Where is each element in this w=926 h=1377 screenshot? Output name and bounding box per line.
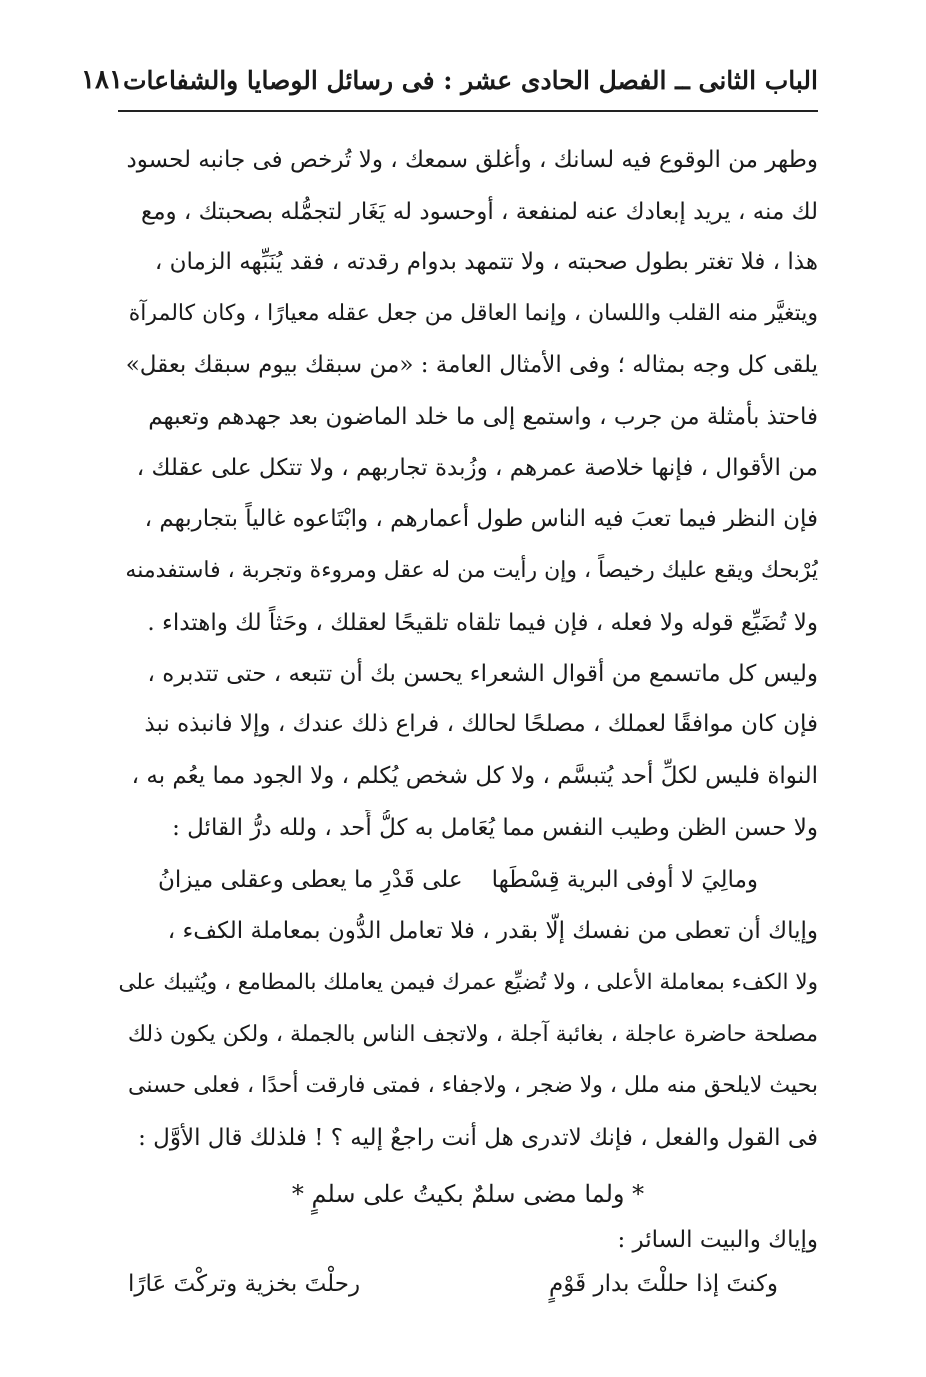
verse-1-second-hemistich: على قَدْرِ ما يعطى وعقلى ميزانُ bbox=[158, 867, 463, 893]
text-line-18: بحيث لايلحق منه ملل ، ولا ضجر ، ولاجفاء ، فمتى فارقت أحدًا ، فعلى حسنى bbox=[128, 1073, 818, 1098]
text-line-14: ولا حسن الظن وطيب النفس مما يُعَامل به كلُّ أَحد ، ولله درُّ القائل : bbox=[172, 815, 818, 841]
text-line-4: ويتغيَّر منه القلب واللسان ، وإنما العاقل من جعل عقله معيارًا ، وكان كالمرآة bbox=[128, 301, 818, 326]
text-line-17: مصلحة حاضرة عاجلة ، بغائبة آجلة ، ولاتجف الناس بالجملة ، ولكن يكون ذلك bbox=[127, 1022, 818, 1047]
running-header bbox=[81, 58, 818, 102]
text-line-2: لك منه ، يريد إبعادك عنه لمنفعة ، أوحسود له يَغَار لتجمُّله بصحبتك ، ومع bbox=[140, 199, 818, 225]
verse-3-second-hemistich: رحلْتَ بخزية وتركْتَ عَارًا bbox=[128, 1271, 361, 1297]
text-line-12: فإن كان موافقًا لعملك ، مصلحًا لحالك ، فراع ذلك عندك ، وإلا فانبذه نبذ bbox=[144, 711, 818, 737]
poetry-verse-1 bbox=[118, 862, 818, 898]
chapter-title: الباب الثانى ــ الفصل الحادى عشر : فى رسائل الوصايا والشفاعات bbox=[122, 65, 818, 95]
poetry-verse-3 bbox=[118, 1266, 818, 1302]
text-line-3: هذا ، فلا تغتر بطول صحبته ، ولا تتمهد بدوام رقدته ، فقد يُنَبِّهه الزمان ، bbox=[154, 249, 818, 275]
text-line-16: ولا الكفء بمعاملة الأعلى ، ولا تُضيِّع عمرك فيمن يعاملك بالمطامع ، ويُثيبك على bbox=[118, 970, 818, 995]
text-line-8: فإن النظر فيما تعبَ فيه الناس طول أعمارهم ، وابْتَاعوه غالياً بتجاربهم ، bbox=[144, 506, 818, 532]
header-divider bbox=[118, 110, 818, 112]
poetry-verse-2: * ولما مضى سلمٌ بكيتُ على سلمٍ * bbox=[291, 1180, 645, 1208]
verse-3-first-hemistich: وكنتَ إذا حللْتَ بدار قَوْمٍ bbox=[549, 1271, 778, 1297]
text-line-6: فاحتذ بأمثلة من جرب ، واستمع إلى ما خلد الماضون بعد جهدهم وتعبهم bbox=[148, 404, 818, 430]
text-line-20: وإياك والبيت السائر : bbox=[617, 1227, 818, 1253]
text-line-7: من الأقوال ، فإنها خلاصة عمرهم ، وزُبدة تجاربهم ، ولا تتكل على عقلك ، bbox=[136, 455, 818, 481]
text-line-15: وإياك أن تعطى من نفسك إلَّا بقدر ، فلا تعامل الدُّون بمعاملة الكفء ، bbox=[167, 918, 818, 944]
text-line-9: يُرْبحك ويقع عليك رخيصاً ، وإن رأيت من له عقل ومروءة وتجربة ، فاستفدمنه bbox=[125, 558, 818, 583]
text-line-1: وطهر من الوقوع فيه لسانك ، وأغلق سمعك ، ولا تُرخص فى جانبه لحسود bbox=[126, 147, 818, 173]
verse-1-first-hemistich: ومالِيَ لا أوفى البرية قِسْطَها bbox=[491, 867, 758, 893]
text-line-10: ولا تُضَيِّع قوله ولا فعله ، فإن فيما تلقاه تلقيحًا لعقلك ، وحَثاً لك واهتداء . bbox=[147, 610, 818, 636]
page-number: ١٨١ bbox=[81, 65, 123, 95]
text-line-19: فى القول والفعل ، فإنك لاتدرى هل أنت راجعٌ إليه ؟ ! فلذلك قال الأوَّل : bbox=[138, 1125, 818, 1151]
text-line-5: يلقى كل وجه بمثاله ؛ وفى الأمثال العامة : «من سبقك بيوم سبقك بعقل» bbox=[125, 352, 818, 378]
text-line-11: وليس كل ماتسمع من أقوال الشعراء يحسن بك أن تتبعه ، حتى تتدبره ، bbox=[147, 661, 818, 687]
text-line-13: النواة فليس لكلِّ أحد يُتبسَّم ، ولا كل شخص يُكلم ، ولا الجود مما يعُم به ، bbox=[131, 763, 818, 789]
